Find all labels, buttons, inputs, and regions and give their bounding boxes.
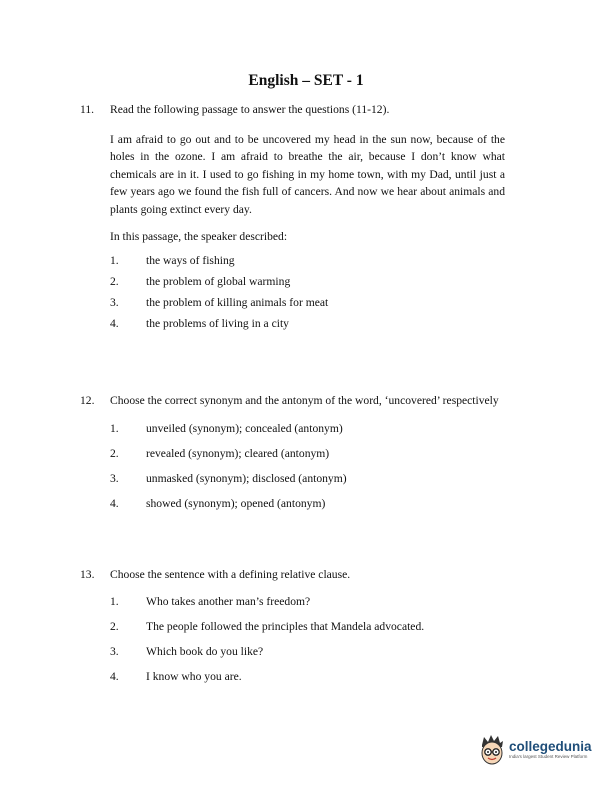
question-subprompt: In this passage, the speaker described:: [110, 230, 288, 243]
option-number: 3.: [110, 644, 119, 658]
option-number: 1.: [110, 594, 119, 608]
option-text: the problem of global warming: [146, 274, 291, 288]
option-item: [110, 668, 505, 693]
option-item: [110, 420, 505, 445]
page-title: English – SET - 1: [248, 72, 364, 89]
question-prompt: Choose the correct synonym and the antonym of the word, ‘uncovered’ respectively: [110, 394, 499, 407]
option-text: Who takes another man’s freedom?: [146, 594, 311, 608]
question-number: 11.: [80, 103, 95, 116]
option-text: revealed (synonym); cleared (antonym): [146, 446, 330, 460]
options-list: [110, 420, 505, 520]
option-item: [110, 252, 505, 273]
question-12: [80, 392, 505, 520]
option-text: The people followed the principles that Mandela advocated.: [146, 619, 425, 633]
options-list: [110, 593, 505, 693]
option-number: 1.: [110, 421, 119, 435]
passage-text: I am afraid to go out and to be uncovered my head in the sun now, because of the holes in the ozone. I am afraid to breathe the air, because I don’t know what chemicals are in it. I used to go fishing in my home town, with my Dad, until just a few years ago we found the fish full of cancers. And now we hear about animals and plants going extinct every day.: [110, 132, 505, 216]
option-item: [110, 470, 505, 495]
option-text: the ways of fishing: [146, 253, 235, 267]
option-item: [110, 273, 505, 294]
option-number: 4.: [110, 496, 119, 510]
question-prompt: Read the following passage to answer the questions (11-12).: [110, 103, 390, 116]
option-item: [110, 315, 505, 336]
option-text: the problem of killing animals for meat: [146, 295, 329, 309]
options-list: [110, 252, 505, 336]
option-item: [110, 643, 505, 668]
mascot-face-icon: [477, 733, 507, 767]
question-13: [80, 566, 505, 693]
option-number: 3.: [110, 471, 119, 485]
option-text: I know who you are.: [146, 669, 242, 683]
option-text: unmasked (synonym); disclosed (antonym): [146, 471, 347, 485]
option-text: showed (synonym); opened (antonym): [146, 496, 326, 510]
option-number: 2.: [110, 619, 119, 633]
option-item: [110, 495, 505, 520]
option-item: [110, 294, 505, 315]
question-prompt: Choose the sentence with a defining relative clause.: [110, 568, 351, 581]
option-number: 4.: [110, 316, 119, 330]
option-number: 4.: [110, 669, 119, 683]
option-number: 3.: [110, 295, 119, 309]
question-11: [80, 101, 505, 336]
logo-tagline: India's largest Student Review Platform: [509, 754, 588, 759]
option-text: the problems of living in a city: [146, 316, 289, 330]
option-text: Which book do you like?: [146, 644, 264, 658]
logo-name: collegedunia: [509, 739, 592, 754]
option-number: 1.: [110, 253, 119, 267]
option-number: 2.: [110, 274, 119, 288]
option-item: [110, 618, 505, 643]
question-number: 13.: [80, 568, 95, 581]
option-number: 2.: [110, 446, 119, 460]
question-number: 12.: [80, 394, 95, 407]
option-text: unveiled (synonym); concealed (antonym): [146, 421, 343, 435]
option-item: [110, 445, 505, 470]
collegedunia-logo: [477, 733, 592, 767]
option-item: [110, 593, 505, 618]
